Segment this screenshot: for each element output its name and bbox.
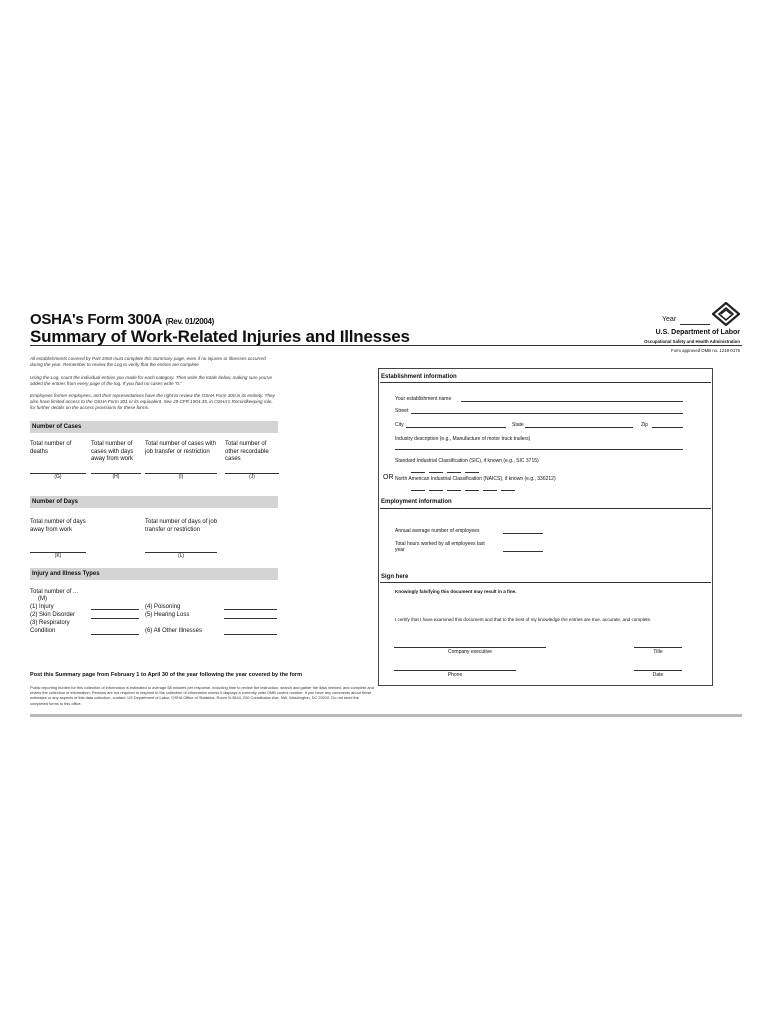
job-transfer-cases-code: (I) [178,474,184,480]
establishment-heading: Establishment information [381,374,457,380]
injury-type-poisoning: (4) Poisoning [145,604,181,610]
intro-paragraph-3: Employees former employees, and their representatives have the right to review the OSHA Form 300 in its entirety. They also have limited access to the OSHA Form 301 or its equivalent. See 29 CFR 1904.35, in OSHA's Recordkeeping rule, for further details on the access provisions for these forms. [30,393,275,410]
establishment-name-label: Your establishment name [395,396,452,402]
injury-type-hearing: (5) Hearing Loss [145,612,190,618]
company-executive-field[interactable] [394,647,546,648]
injury-total-label: Total number of ... [30,589,79,595]
sic-label: Standard Industrial Classification (SIC), if known (e.g., SIC 3715) [395,458,539,464]
job-transfer-cases-label: Total number of cases with job transfer or restriction [145,441,217,455]
industry-label: Industry description (e.g., Manufacture of motor truck trailers) [395,436,531,442]
city-label: City [395,422,404,428]
omb-number: Form approved OMB no. 1218-0176 [670,348,740,353]
days-away-cases-code: (H) [112,474,120,480]
post-notice: Post this Summary page from February 1 to April 30 of the year following the year covered by the form [30,672,303,678]
street-label: Street [395,408,409,414]
poisoning-field[interactable] [224,609,277,610]
year-field[interactable] [680,324,710,325]
other-illnesses-field[interactable] [224,634,277,635]
days-transfer-code: (L) [177,553,185,559]
sign-heading-rule [380,582,711,583]
state-label: State [512,422,524,428]
phone-field[interactable] [394,670,516,671]
intro-paragraph-1: All establishments covered by Part 1904 must complete this Summary page, even if no injuries or illnesses occurred during the year. Remember to review the Log to verify that the entries are complete [30,356,266,367]
date-label: Date [652,672,664,678]
avg-employees-field[interactable] [503,533,543,534]
naics-digit-4[interactable] [465,490,479,491]
hours-worked-label: Total hours worked by all employees last year [395,541,485,553]
naics-digit-5[interactable] [483,490,497,491]
falsify-warning: Knowingly falsifying this document may result in a fine. [395,589,517,594]
respiratory-field[interactable] [91,634,139,635]
page-title: Summary of Work-Related Injuries and Illnesses [30,327,410,346]
days-away-code: (K) [54,553,62,559]
days-transfer-label: Total number of days of job transfer or restriction [145,519,218,533]
date-field[interactable] [634,670,682,671]
header-divider [30,345,742,346]
other-cases-code: (J) [249,474,255,480]
days-away-cases-label: Total number of cases with days away from work [91,441,134,462]
year-label: Year [662,316,677,323]
sic-digit-4[interactable] [465,472,479,473]
city-field[interactable] [406,427,506,428]
avg-employees-label: Annual average number of employees [395,528,480,534]
sic-digit-1[interactable] [411,472,425,473]
injury-type-injury: (1) Injury [30,604,54,610]
days-away-label: Total number of days away from work [30,519,86,533]
title-field[interactable] [634,647,682,648]
injury-field[interactable] [91,609,139,610]
injury-type-respiratory: (3) Respiratory Condition [30,620,70,634]
skin-disorder-field[interactable] [91,618,139,619]
injury-types-heading: Injury and Illness Types [30,568,278,580]
injury-type-other: (6) All Other Illnesses [145,628,203,634]
street-field[interactable] [411,413,683,414]
hours-worked-field[interactable] [503,551,543,552]
agency-sub: Occupational Safety and Health Administration [644,339,740,344]
naics-label: North American Industrial Classification (NAICS), if known (e.g., 336212) [395,476,556,482]
dol-logo-icon [712,302,740,326]
naics-digit-3[interactable] [447,490,461,491]
sign-heading: Sign here [381,574,409,580]
deaths-label: Total number of deaths [30,441,72,455]
employment-heading-rule [380,508,711,509]
naics-digit-2[interactable] [429,490,443,491]
burden-statement: Public reporting burden for this collection of information is estimated to average 58 minutes per response, including time to review the instruction, search and gather the data needed, and complete and review the collection of information. Persons are not required to respond to the collection of information unless it displays a currently valid OMB control number. If you have any comments about these estimates or any aspects of this data collection, contact: US Department of Labor, OSHA Office of Statistics, Room N-3644, 200 Constitution Ave, NW, Washington, DC 20210. Do not send the completed forms to this office. [30,685,374,706]
state-field[interactable] [525,427,633,428]
industry-field[interactable] [395,449,683,450]
certify-statement: I certify that I have examined this document and that to the best of my knowledge the entries are true, accurate, and complete. [395,617,652,622]
naics-digit-1[interactable] [411,490,425,491]
establishment-heading-rule [380,382,711,383]
form-title-text: OSHA's Form 300A [30,311,162,328]
or-label: OR [383,474,394,481]
deaths-code: (G) [54,474,62,480]
number-of-days-heading: Number of Days [30,496,278,508]
revision-label: (Rev. 01/2004) [165,317,215,326]
other-cases-label: Total number of other recordable cases [225,441,269,462]
zip-field[interactable] [652,427,683,428]
intro-paragraph-2: Using the Log, count the individual entries you made for each category. Then write the totals below, making sure you've added the entries from every page of the log. If you had no cases write "0." [30,375,273,386]
employment-heading: Employment information [381,499,452,505]
injury-type-skin: (2) Skin Disorder [30,612,76,618]
number-of-cases-heading: Number of Cases [30,421,278,433]
form-title [30,311,214,328]
injury-total-code: (M) [38,596,47,602]
establishment-name-field[interactable] [461,401,683,402]
zip-label: Zip [641,422,648,428]
naics-digit-6[interactable] [501,490,515,491]
agency-name: U.S. Department of Labor [655,329,740,336]
hearing-loss-field[interactable] [224,618,277,619]
bottom-divider [30,714,742,717]
establishment-box [378,368,713,686]
sic-digit-2[interactable] [429,472,443,473]
phone-label: Phone [447,672,463,678]
company-executive-label: Company executive [448,649,492,655]
sic-digit-3[interactable] [447,472,461,473]
title-label: Title [653,649,663,655]
